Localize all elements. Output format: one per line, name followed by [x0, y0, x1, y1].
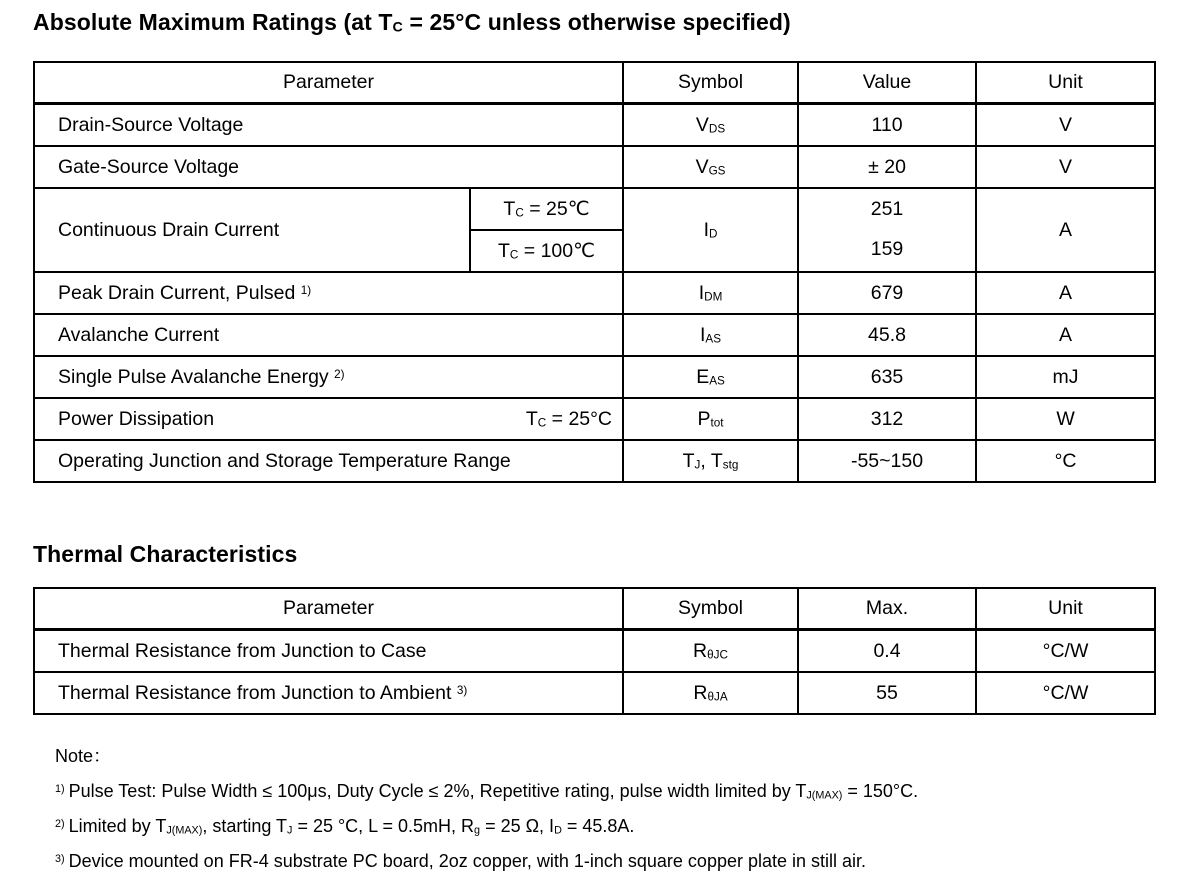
row-drain-source-voltage: [34, 104, 1155, 147]
thermal-header-row: [34, 588, 1155, 630]
rthja-symbol: $R_{\theta JA}$: [623, 672, 798, 714]
vgs-symbol: $V_{GS}$: [623, 146, 798, 188]
ias-parameter: Avalanche Current: [34, 314, 623, 356]
id-unit: A: [976, 188, 1155, 272]
idm-unit: A: [976, 272, 1155, 314]
tj-value: -55~150: [798, 440, 976, 482]
column-header-unit: Unit: [976, 62, 1155, 104]
row-gate-source-voltage: [34, 146, 1155, 188]
idm-parameter: Peak Drain Current, Pulsed $^{1)}$: [34, 272, 623, 314]
id-values: [798, 188, 976, 272]
vgs-parameter: Gate-Source Voltage: [34, 146, 623, 188]
row-thermal-resistance-junction-case: [34, 630, 1155, 673]
vds-unit: V: [976, 104, 1155, 147]
notes-section: [55, 739, 1178, 879]
absolute-maximum-ratings-table: [33, 61, 1156, 483]
id-symbol: $I_D$: [623, 188, 798, 272]
thermal-header-max: Max.: [798, 588, 976, 630]
thermal-header-unit: Unit: [976, 588, 1155, 630]
id-condition-tc100: $T_C$ = 100℃: [470, 230, 623, 272]
thermal-characteristics-table: [33, 587, 1156, 715]
row-avalanche-current: [34, 314, 1155, 356]
eas-symbol: $E_{AS}$: [623, 356, 798, 398]
vds-parameter: Drain-Source Voltage: [34, 104, 623, 147]
thermal-header-symbol: Symbol: [623, 588, 798, 630]
column-header-symbol: Symbol: [623, 62, 798, 104]
id-value-tc100: 159: [870, 238, 904, 261]
ias-symbol: $I_{AS}$: [623, 314, 798, 356]
eas-parameter: Single Pulse Avalanche Energy $^{2)}$: [34, 356, 623, 398]
notes-label: Note：: [55, 746, 112, 766]
ptot-unit: W: [976, 398, 1155, 440]
note-3: $^{3)}$ Device mounted on FR-4 substrate PC board, 2oz copper, with 1-inch square copper plate in still air.: [55, 851, 867, 871]
rthjc-symbol: $R_{\theta JC}$: [623, 630, 798, 673]
ptot-symbol: $P_{tot}$: [623, 398, 798, 440]
row-peak-drain-current: [34, 272, 1155, 314]
max-ratings-header-row: [34, 62, 1155, 104]
tj-parameter: Operating Junction and Storage Temperature Range: [34, 440, 623, 482]
tj-symbol: $T_J$, $T_{stg}$: [623, 440, 798, 482]
column-header-parameter: Parameter: [34, 62, 623, 104]
rthja-unit: °C/W: [976, 672, 1155, 714]
eas-value: 635: [798, 356, 976, 398]
vds-value: 110: [798, 104, 976, 147]
id-condition-tc25: $T_C$ = 25℃: [470, 188, 623, 230]
id-parameter: Continuous Drain Current: [34, 188, 470, 272]
rthjc-parameter: Thermal Resistance from Junction to Case: [34, 630, 623, 673]
ias-unit: A: [976, 314, 1155, 356]
rthjc-value: 0.4: [798, 630, 976, 673]
vgs-value: ± 20: [798, 146, 976, 188]
row-power-dissipation: [34, 398, 1155, 440]
rthja-parameter: Thermal Resistance from Junction to Ambient $^{3)}$: [34, 672, 623, 714]
eas-unit: mJ: [976, 356, 1155, 398]
ptot-parameter: [34, 398, 623, 440]
absolute-maximum-ratings-title: Absolute Maximum Ratings (at $T_C = 25^\circ C$ unless otherwise specified): [33, 9, 791, 36]
tj-unit: °C: [976, 440, 1155, 482]
rthja-value: 55: [798, 672, 976, 714]
ptot-value: 312: [798, 398, 976, 440]
ptot-parameter-label: Power Dissipation: [58, 407, 215, 430]
rthjc-unit: °C/W: [976, 630, 1155, 673]
column-header-value: Value: [798, 62, 976, 104]
thermal-header-parameter: Parameter: [34, 588, 623, 630]
note-1: $^{1)}$ Pulse Test: Pulse Width ≤ 100μs, Duty Cycle ≤ 2%, Repetitive rating, pulse width limited by $T_{J(MAX)} = 150^\circ C$.: [55, 781, 919, 802]
id-value-tc25: 251: [870, 198, 904, 221]
vgs-unit: V: [976, 146, 1155, 188]
row-continuous-drain-current-25c: [34, 188, 1155, 230]
ias-value: 45.8: [798, 314, 976, 356]
vds-symbol: $V_{DS}$: [623, 104, 798, 147]
thermal-characteristics-title: Thermal Characteristics: [33, 541, 298, 567]
ptot-condition: $T_C = 25^\circ C$: [525, 407, 613, 430]
row-thermal-resistance-junction-ambient: [34, 672, 1155, 714]
idm-value: 679: [798, 272, 976, 314]
note-2: $^{2)}$ Limited by $T_{J(MAX)}$, starting $T_J = 25$ °C, L = 0.5mH, $R_g = 25$ Ω, $I_D = 45.8A$.: [55, 816, 635, 837]
idm-symbol: $I_{DM}$: [623, 272, 798, 314]
row-junction-storage-temperature: [34, 440, 1155, 482]
row-single-pulse-avalanche-energy: [34, 356, 1155, 398]
